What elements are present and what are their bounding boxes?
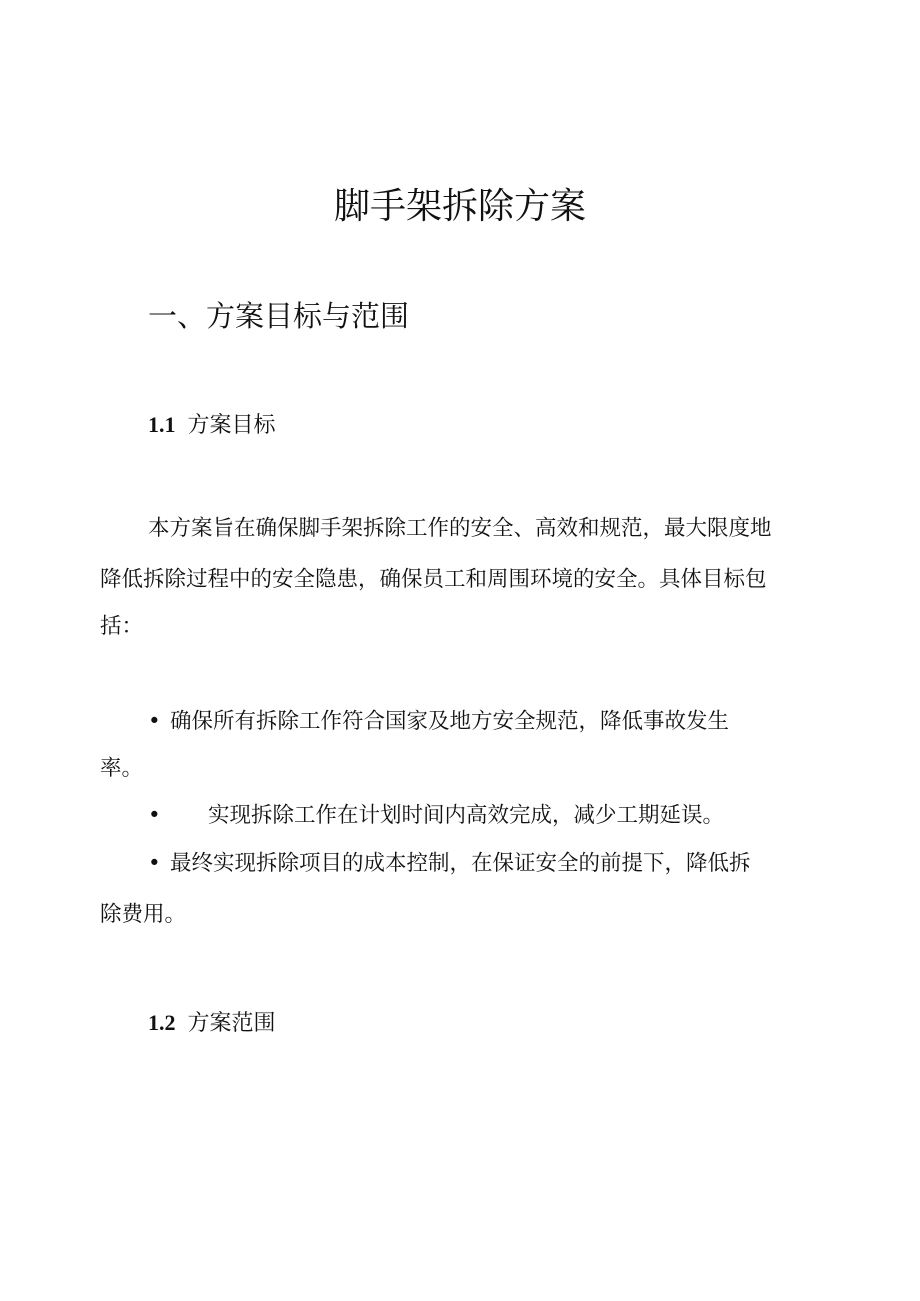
paragraph-line: 括： xyxy=(100,614,144,639)
subsection-number: 1.2 xyxy=(148,1010,176,1035)
section-heading-1: 一、方案目标与范围 xyxy=(148,299,410,333)
document-title: 脚手架拆除方案 xyxy=(333,186,586,227)
bullet-item xyxy=(148,708,729,736)
subsection-heading-1-2 xyxy=(148,1008,276,1039)
bullet-text: 最终实现拆除项目的成本控制，在保证安全的前提下，降低拆 xyxy=(170,851,751,876)
subsection-number: 1.1 xyxy=(148,412,176,437)
bullet-continuation: 率。 xyxy=(100,756,144,781)
bullet-continuation: 除费用。 xyxy=(100,902,187,927)
bullet-marker: • xyxy=(148,851,161,876)
subsection-title: 方案目标 xyxy=(187,413,276,438)
bullet-marker: • xyxy=(148,709,161,734)
subsection-heading-1-1 xyxy=(148,410,276,441)
paragraph-line: 降低拆除过程中的安全隐患，确保员工和周围环境的安全。具体目标包 xyxy=(100,567,767,592)
bullet-text: 确保所有拆除工作符合国家及地方安全规范，降低事故发生 xyxy=(170,709,730,734)
bullet-marker: • xyxy=(148,803,161,828)
bullet-text: 实现拆除工作在计划时间内高效完成，减少工期延误。 xyxy=(208,803,725,828)
bullet-item xyxy=(148,802,724,830)
bullet-item xyxy=(148,850,751,878)
subsection-title: 方案范围 xyxy=(187,1011,276,1036)
paragraph-line: 本方案旨在确保脚手架拆除工作的安全、高效和规范，最大限度地 xyxy=(148,516,772,541)
